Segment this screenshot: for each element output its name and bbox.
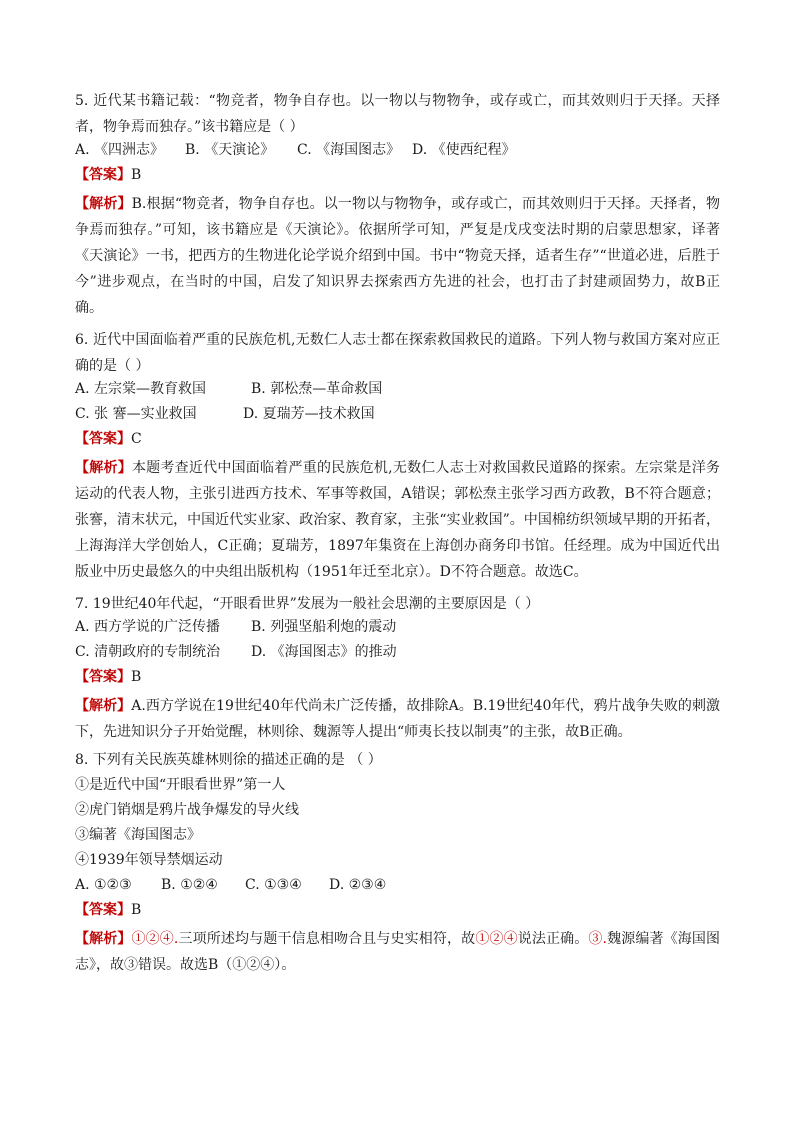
q8-item-1: ①是近代中国“开眼看世界”第一人 [75, 777, 286, 793]
analysis-highlight: ①②④ [475, 931, 518, 947]
q6-option-c: C. 张 謇—实业救国 [75, 406, 197, 422]
analysis-text: B.根据“物竞者，物争自存也。以一物以与物物争，或存或亡，而其效则归于天择。天择者，物争焉而独存。”可知，该书籍应是《天演论》。依据所学可知，严复是戊戌变法时期的启蒙思想家，译著《天演论》一书，把西方的生物进化论学说介绍到中国。书中“物竞天择，适者生存”“世道必进，后胜于今”进步观点，在当时的中国，启发了知识界去探索西方先进的社会，也打击了封建顽固势力，故B正确。 [75, 196, 720, 316]
analysis-text: 魏源编著《海国图志》，故③错误。故选B（①②④）。 [75, 931, 721, 973]
question-8-stem: 8. 下列有关民族英雄林则徐的描述正确的是 （ ） [75, 752, 382, 768]
answer-tag: 【答案】 [75, 167, 131, 183]
q8-option-b: B. ①②④ [161, 877, 218, 893]
q7-option-a: A. 西方学说的广泛传播 [75, 619, 221, 635]
answer-value: C [131, 431, 142, 447]
q8-answer [75, 901, 720, 919]
q6-option-a: A. 左宗棠—教育救国 [75, 381, 207, 397]
q5-option-c: C. 《海国图志》 [297, 142, 401, 158]
analysis-tag: 【解析】 [75, 196, 132, 212]
q6-option-d: D. 夏瑞芳—技术救国 [243, 406, 375, 422]
q8-item-2: ②虎门销烟是鸦片战争爆发的导火线 [75, 802, 299, 818]
q5-analysis [75, 191, 720, 321]
q8-option-c: C. ①③④ [245, 877, 302, 893]
answer-tag: 【答案】 [75, 669, 131, 685]
question-6-options-row1 [75, 380, 720, 398]
analysis-text: 三项所述均与题干信息相吻合且与史实相符，故 [178, 931, 476, 947]
question-7-options-row2 [75, 643, 720, 661]
question-7-options-row1 [75, 618, 720, 636]
question-6-stem: 6. 近代中国面临着严重的民族危机,无数仁人志士都在探索救国救民的道路。下列人物与救国方案对应正确的是（ ） [75, 332, 720, 374]
answer-tag: 【答案】 [75, 902, 131, 918]
q7-option-b: B. 列强坚船利炮的震动 [251, 619, 397, 635]
q6-option-b: B. 郭松焘—革命救国 [251, 381, 383, 397]
analysis-tag: 【解析】 [75, 698, 132, 714]
analysis-tag: 【解析】 [75, 931, 132, 947]
question-7-stem: 7. 19世纪40年代起，“开眼看世界”发展为一般社会思潮的主要原因是（ ） [75, 596, 540, 612]
q8-item-4: ④1939年领导禁烟运动 [75, 852, 223, 868]
q8-item-3: ③编著《海国图志》 [75, 827, 201, 843]
analysis-text: 说法正确。 [517, 931, 589, 947]
q8-analysis [75, 926, 720, 978]
analysis-highlight: ①②④. [131, 931, 179, 947]
question-6-options-row2 [75, 405, 720, 423]
analysis-highlight: ③. [588, 931, 607, 947]
q7-analysis [75, 693, 720, 745]
q5-answer [75, 166, 720, 184]
answer-tag: 【答案】 [75, 431, 131, 447]
q5-option-b: B. 《天演论》 [185, 142, 275, 158]
answer-value: B [131, 902, 142, 918]
q6-answer [75, 430, 720, 448]
question-5-options [75, 141, 720, 159]
q8-option-a: A. ①②③ [75, 877, 132, 893]
analysis-tag: 【解析】 [75, 460, 132, 476]
q8-option-d: D. ②③④ [329, 877, 387, 893]
answer-value: B [131, 167, 142, 183]
q5-option-a: A. 《四洲志》 [75, 142, 165, 158]
analysis-text: A.西方学说在19世纪40年代尚未广泛传播，故排除A。B.19世纪40年代，鸦片战争失败的刺激下，先进知识分子开始觉醒，林则徐、魏源等人提出“师夷长技以制夷”的主张，故B正确。 [75, 698, 720, 740]
q5-option-d: D. 《使西纪程》 [412, 142, 516, 158]
analysis-text: 本题考查近代中国面临着严重的民族危机,无数仁人志士对救国救民道路的探索。左宗棠是洋务运动的代表人物，主张引进西方技术、军事等救国，A错误；郭松焘主张学习西方政教，B不符合题意；张謇，清末状元，中国近代实业家、政治家、教育家，主张“实业救国”。中国棉纺织领域早期的开拓者，上海海洋大学创始人，C正确；夏瑞芳，1897年集资在上海创办商务印书馆。任经理。成为中国近代出版业中历史最悠久的中央组出版机构（1951年迁至北京）。D不符合题意。故选C。 [75, 460, 720, 580]
question-8-options [75, 876, 720, 894]
q6-analysis [75, 455, 720, 585]
q7-option-d: D. 《海国图志》的推动 [251, 644, 397, 660]
question-5-stem: 5. 近代某书籍记载：“物竞者，物争自存也。以一物以与物物争，或存或亡，而其效则归于天择。天择者，物争焉而独存。”该书籍应是（ ） [75, 93, 720, 135]
q7-option-c: C. 清朝政府的专制统治 [75, 644, 221, 660]
answer-value: B [131, 669, 142, 685]
q7-answer [75, 668, 720, 686]
